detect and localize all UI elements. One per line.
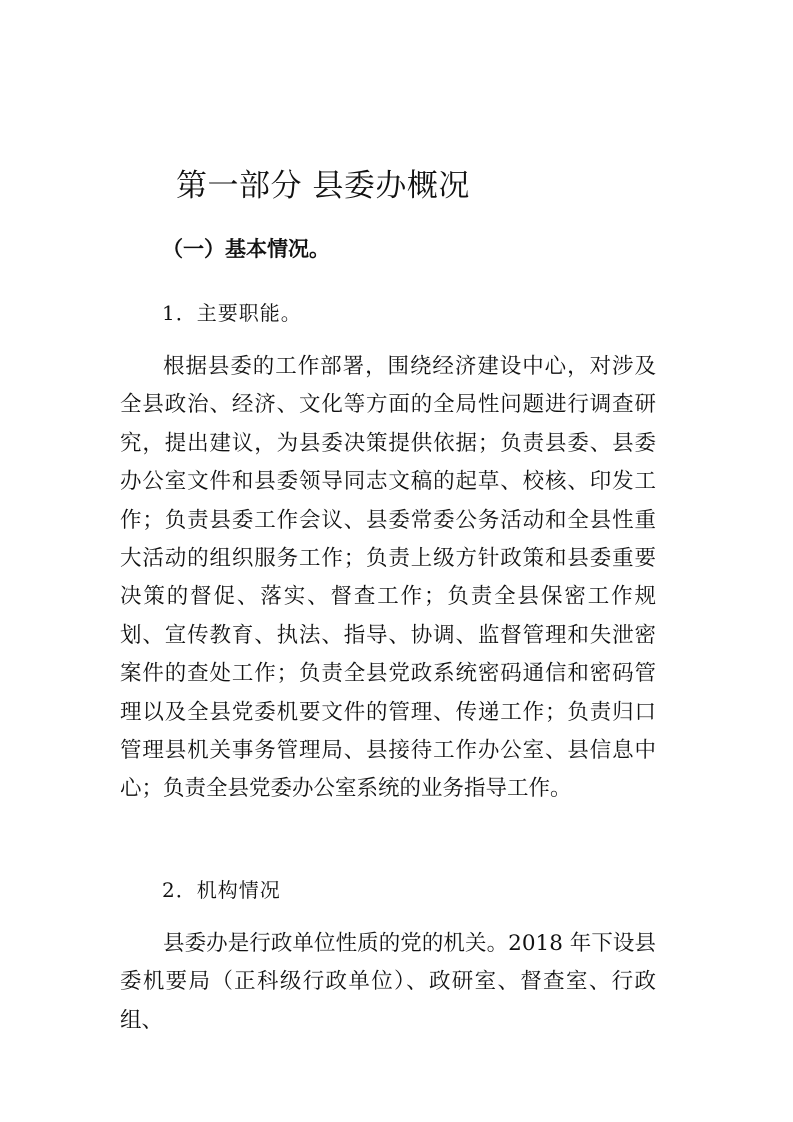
item-heading-functions: 1．主要职能。: [162, 301, 302, 325]
item-heading-organization: 2．机构情况: [162, 878, 281, 902]
organization-paragraph: 县委办是行政单位性质的党的机关。2018 年下设县委机要局（正科级行政单位）、政研室、督查室、行政组、: [120, 931, 656, 1033]
section-heading: （一）基本情况。: [162, 237, 330, 261]
part-title: 第一部分 县委办概况: [176, 168, 470, 204]
functions-paragraph: 根据县委的工作部署，围绕经济建设中心，对涉及全县政治、经济、文化等方面的全局性问题进行调查研究，提出建议，为县委决策提供依据；负责县委、县委办公室文件和县委领导同志文稿的起草、校核、印发工作；负责县委工作会议、县委常委公务活动和全县性重大活动的组织服务工作；负责上级方针政策和县委重要决策的督促、落实、督查工作；负责全县保密工作规划、宣传教育、执法、指导、协调、监督管理和失泄密案件的查处工作；负责全县党政系统密码通信和密码管理以及全县党委机要文件的管理、传递工作；负责归口管理县机关事务管理局、县接待工作办公室、县信息中心；负责全县党委办公室系统的业务指导工作。: [120, 354, 656, 802]
